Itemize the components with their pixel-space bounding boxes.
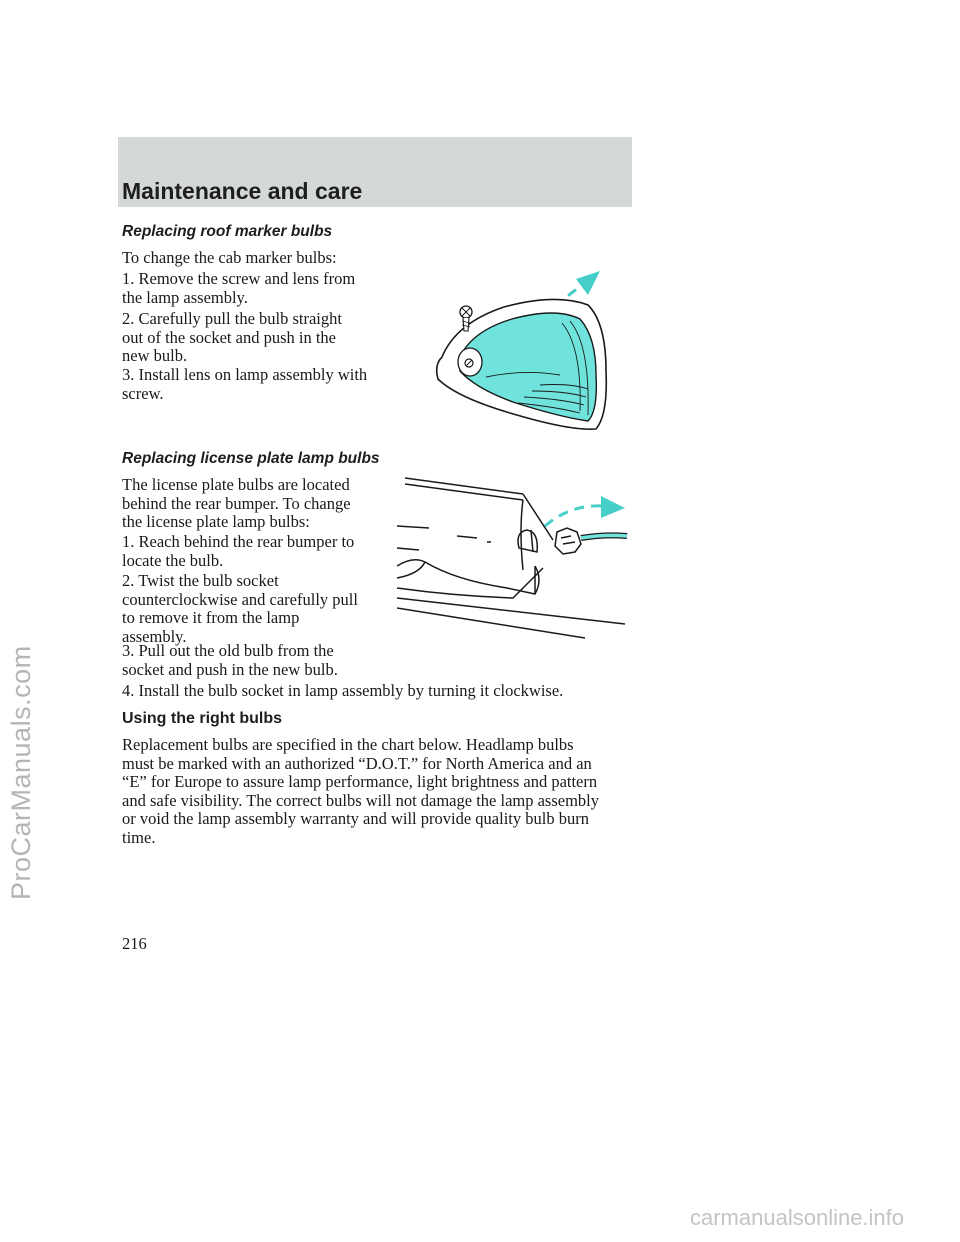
page-title: Maintenance and care [122,178,363,204]
roof-marker-intro: To change the cab marker bulbs: [122,248,337,267]
roof-marker-step-3: 3. Install lens on lamp assembly with screw. [122,365,368,403]
roof-marker-step-2: 2. Carefully pull the bulb straight out of the socket and push in the new bulb. [122,309,342,365]
page-number: 216 [122,934,147,953]
roof-marker-lamp-illustration [420,265,620,437]
license-plate-lamp-illustration [395,470,635,642]
roof-marker-title: Replacing roof marker bulbs [122,223,333,240]
footer-watermark: carmanualsonline.info [690,1205,905,1230]
license-plate-title: Replacing license plate lamp bulbs [122,450,380,467]
side-watermark: ProCarManuals.com [6,645,36,900]
roof-marker-step-1: 1. Remove the screw and lens from the lamp assembly. [122,269,356,307]
right-bulbs-body: Replacement bulbs are specified in the chart below. Headlamp bulbs must be marked with an authorized “D.O.T.” for North America and an “E” for Europe to assure lamp performance, light brightness and pattern and safe visibility. The correct bulbs will not damage the lamp assembly or void the lamp assembly warranty and will provide quality bulb burn time. [122,735,600,847]
license-plate-step-1: 1. Reach behind the rear bumper to locate the bulb. [122,532,355,570]
right-bulbs-title: Using the right bulbs [122,710,282,727]
license-plate-step-2: 2. Twist the bulb socket counterclockwise and carefully pull to remove it from the lamp assembly. [122,571,358,646]
license-plate-step-4: 4. Install the bulb socket in lamp assembly by turning it clockwise. [122,681,564,700]
license-plate-intro: The license plate bulbs are located behind the rear bumper. To change the license plate lamp bulbs: [122,475,351,531]
license-plate-step-3: 3. Pull out the old bulb from the socket and push in the new bulb. [122,641,338,679]
